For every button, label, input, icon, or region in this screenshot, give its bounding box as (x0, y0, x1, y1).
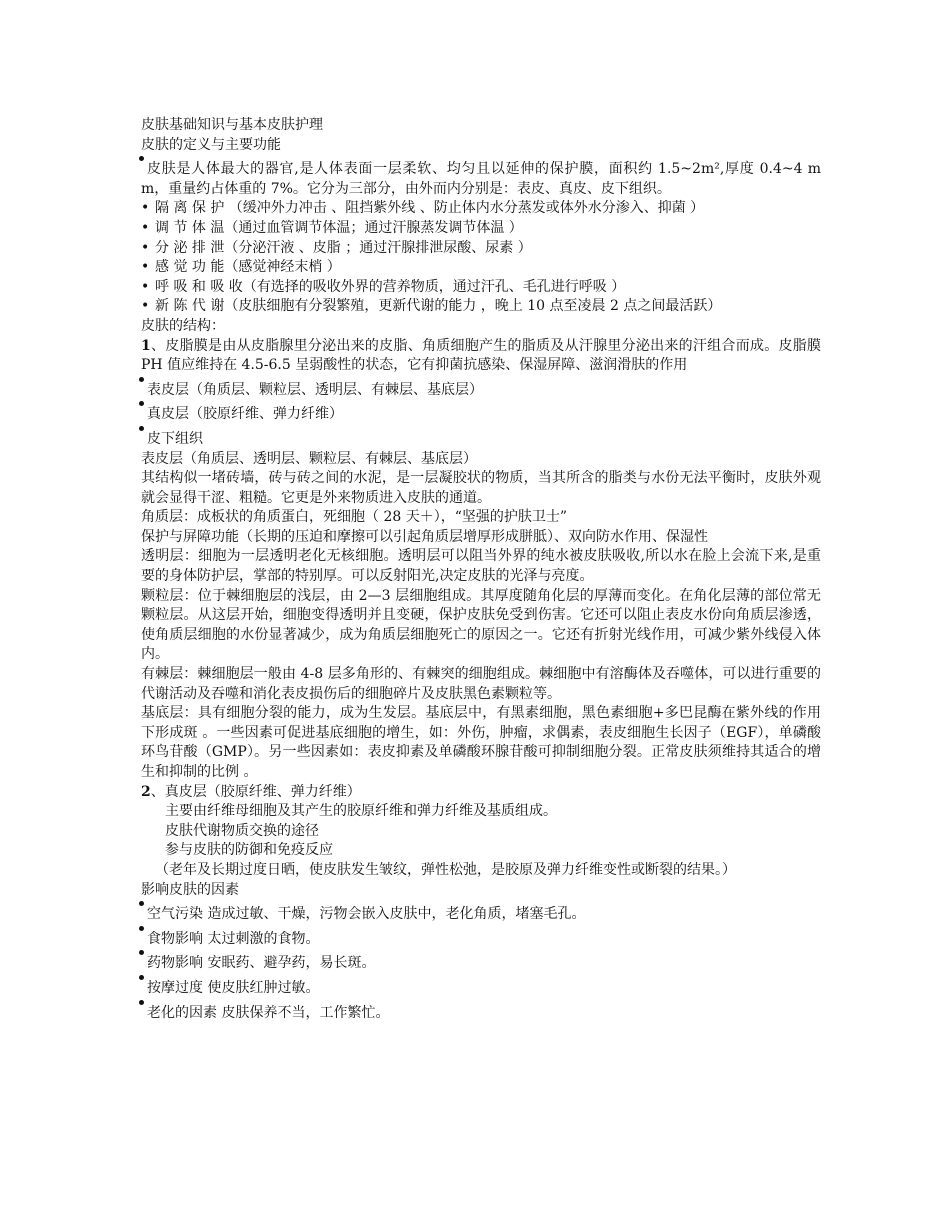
factor-item (141, 930, 821, 950)
function-text: 新 陈 代 谢（皮肤细胞有分裂繁殖，更新代谢的能力 ，晚上 10 点至凌晨 2 点之间最活跃） (155, 298, 722, 315)
small-bullet-icon: • (141, 278, 150, 295)
clear-layer-paragraph: 透明层：细胞为一层透明老化无核细胞。透明层可以阻当外界的纯水被皮肤吸收,所以水在脸上会流下来,是重要的身体防护层，掌部的特别厚。可以反射阳光,决定皮肤的光泽与亮度。 (141, 548, 821, 585)
layer-text: 皮下组织 (147, 430, 203, 447)
dermis-note: （老年及长期过度日晒，使皮肤发生皱纹，弹性松弛，是胶原及弹力纤维变性或断裂的结果。） (155, 861, 736, 878)
intro-text: 皮肤是人体最大的器官,是人体表面一层柔软、均匀且以延伸的保护膜，面积约 1.5~2m²,厚度 0.4~4 m m，重量约占体重的 7%。它分为三部分，由外而内分别是：表皮、真皮、皮下组织。 (141, 161, 821, 197)
horny-layer-line: 角质层：成板状的角质蛋白，死细胞（ 28 天＋），“坚强的护肤卫士” (141, 509, 568, 526)
document-page (141, 116, 821, 1023)
small-bullet-icon: • (141, 219, 150, 236)
small-bullet-icon: • (141, 298, 150, 315)
dermis-item: 参与皮肤的防御和免疫反应 (165, 842, 333, 859)
dermis-item: 皮肤代谢物质交换的途径 (165, 822, 319, 839)
factor-item (141, 1004, 821, 1024)
intro-paragraph (141, 160, 821, 199)
factor-text: 药物影响 安眠药、避孕药，易长斑。 (147, 955, 376, 972)
list-item (141, 199, 821, 219)
function-text: 隔 离 保 护 （缓冲外力冲击 、阻挡紫外线 、防止体内水分蒸发或体外水分渗入、抑菌 ） (155, 200, 705, 217)
function-text: 调 节 体 温（通过血管调节体温；通过汗腺蒸发调节体温 ） (155, 219, 523, 236)
sebum-text: 、皮脂膜是由从皮脂腺里分泌出来的皮脂、角质细胞产生的脂质及从汗腺里分泌出来的汗组合而成。皮脂膜 PH 值应维持在 4.5-6.5 呈弱酸性的状态，它有抑菌抗感染、保湿屏障、滋润滑肤的作用 (141, 337, 821, 374)
functions-list (141, 199, 821, 317)
section-structure-heading: 皮肤的结构： (141, 317, 225, 334)
list-item (141, 278, 821, 298)
bullet-dot-icon (139, 426, 144, 431)
factor-text: 老化的因素 皮肤保养不当，工作繁忙。 (147, 1004, 390, 1021)
factors-heading: 影响皮肤的因素 (141, 881, 239, 898)
dermis-item: 主要由纤维母细胞及其产生的胶原纤维和弹力纤维及基质组成。 (165, 803, 557, 820)
dermis-heading-text: 、真皮层（胶原纤维、弹力纤维） (150, 783, 361, 800)
barrier-function-line: 保护与屏障功能（长期的压迫和摩擦可以引起角质层增厚形成胼胝）、双向防水作用、保湿性 (141, 528, 708, 545)
dermis-heading (141, 783, 821, 803)
layer-item (141, 381, 821, 401)
sebum-paragraph (141, 337, 821, 376)
section-definition-heading: 皮肤的定义与主要功能 (141, 136, 281, 153)
factor-item (141, 954, 821, 974)
layer-text: 表皮层（角质层、颗粒层、透明层、有棘层、基底层） (147, 381, 483, 398)
item-number: 2 (141, 783, 151, 800)
layer-item (141, 430, 821, 450)
doc-title: 皮肤基础知识与基本皮肤护理 (141, 117, 323, 133)
basal-layer-paragraph: 基底层：具有细胞分裂的能力，成为生发层。基底层中，有黑素细胞，黑色素细胞+多巴昆酶在紫外线的作用下形成斑 。一些因素可促进基底细胞的增生，如：外伤，肿瘤，求偶素，表皮细胞生长因子（EGF），单磷酸环鸟苷酸（GMP）。另一些因素如：表皮抑素及单磷酸环腺苷酸可抑制细胞分裂。正常皮肤须维持其适合的增生和抑制的比例 。 (141, 705, 821, 780)
spinous-layer-paragraph: 有棘层：棘细胞层一般由 4-8 层多角形的、有棘突的细胞组成。棘细胞中有溶酶体及吞噬体，可以进行重要的代谢活动及吞噬和消化表皮损伤后的细胞碎片及皮肤黑色素颗粒等。 (141, 666, 821, 702)
factor-text: 空气污染 造成过敏、干燥，污物会嵌入皮肤中，老化角质，堵塞毛孔。 (147, 906, 586, 923)
function-text: 分 泌 排 泄（分泌汗液 、皮脂 ；通过汗腺排泄尿酸、尿素 ） (155, 239, 532, 256)
factor-item (141, 905, 821, 925)
granular-layer-paragraph: 颗粒层：位于棘细胞层的浅层，由 2—3 层细胞组成。其厚度随角化层的厚薄而变化。在角化层薄的部位常无颗粒层。从这层开始，细胞变得透明并且变硬，保护皮肤免受到伤害。它还可以阻止表皮水份向角质层渗透，使角质层细胞的水份显著减少，成为角质层细胞死亡的原因之一。它还有折射光线作用，可减少紫外线侵入体内。 (141, 587, 821, 663)
bullet-dot-icon (139, 1000, 144, 1005)
list-item (141, 258, 821, 278)
small-bullet-icon: • (141, 239, 150, 256)
bullet-dot-icon (139, 926, 144, 931)
factor-item (141, 979, 821, 999)
factor-text: 按摩过度 使皮肤红肿过敏。 (147, 979, 320, 996)
epidermis-paragraph: 其结构似一堵砖墙，砖与砖之间的水泥，是一层凝胶状的物质，当其所含的脂类与水份无法平衡时，皮肤外观就会显得干涩、粗糙。它更是外来物质进入皮肤的通道。 (141, 470, 821, 506)
list-item (141, 219, 821, 239)
list-item (141, 297, 821, 317)
layer-text: 真皮层（胶原纤维、弹力纤维） (147, 406, 343, 423)
layer-item (141, 405, 821, 425)
item-number: 1 (141, 337, 151, 354)
function-text: 感 觉 功 能（感觉神经末梢 ） (155, 259, 341, 276)
function-text: 呼 吸 和 吸 收（有选择的吸收外界的营养物质，通过汗孔、毛孔进行呼吸 ） (155, 278, 626, 295)
epidermis-heading: 表皮层（角质层、透明层、颗粒层、有棘层、基底层） (141, 450, 477, 467)
small-bullet-icon: • (141, 200, 150, 217)
list-item (141, 239, 821, 259)
factor-text: 食物影响 太过刺激的食物。 (147, 930, 320, 947)
bullet-dot-icon (139, 377, 144, 382)
bullet-dot-icon (139, 975, 144, 980)
small-bullet-icon: • (141, 259, 150, 276)
